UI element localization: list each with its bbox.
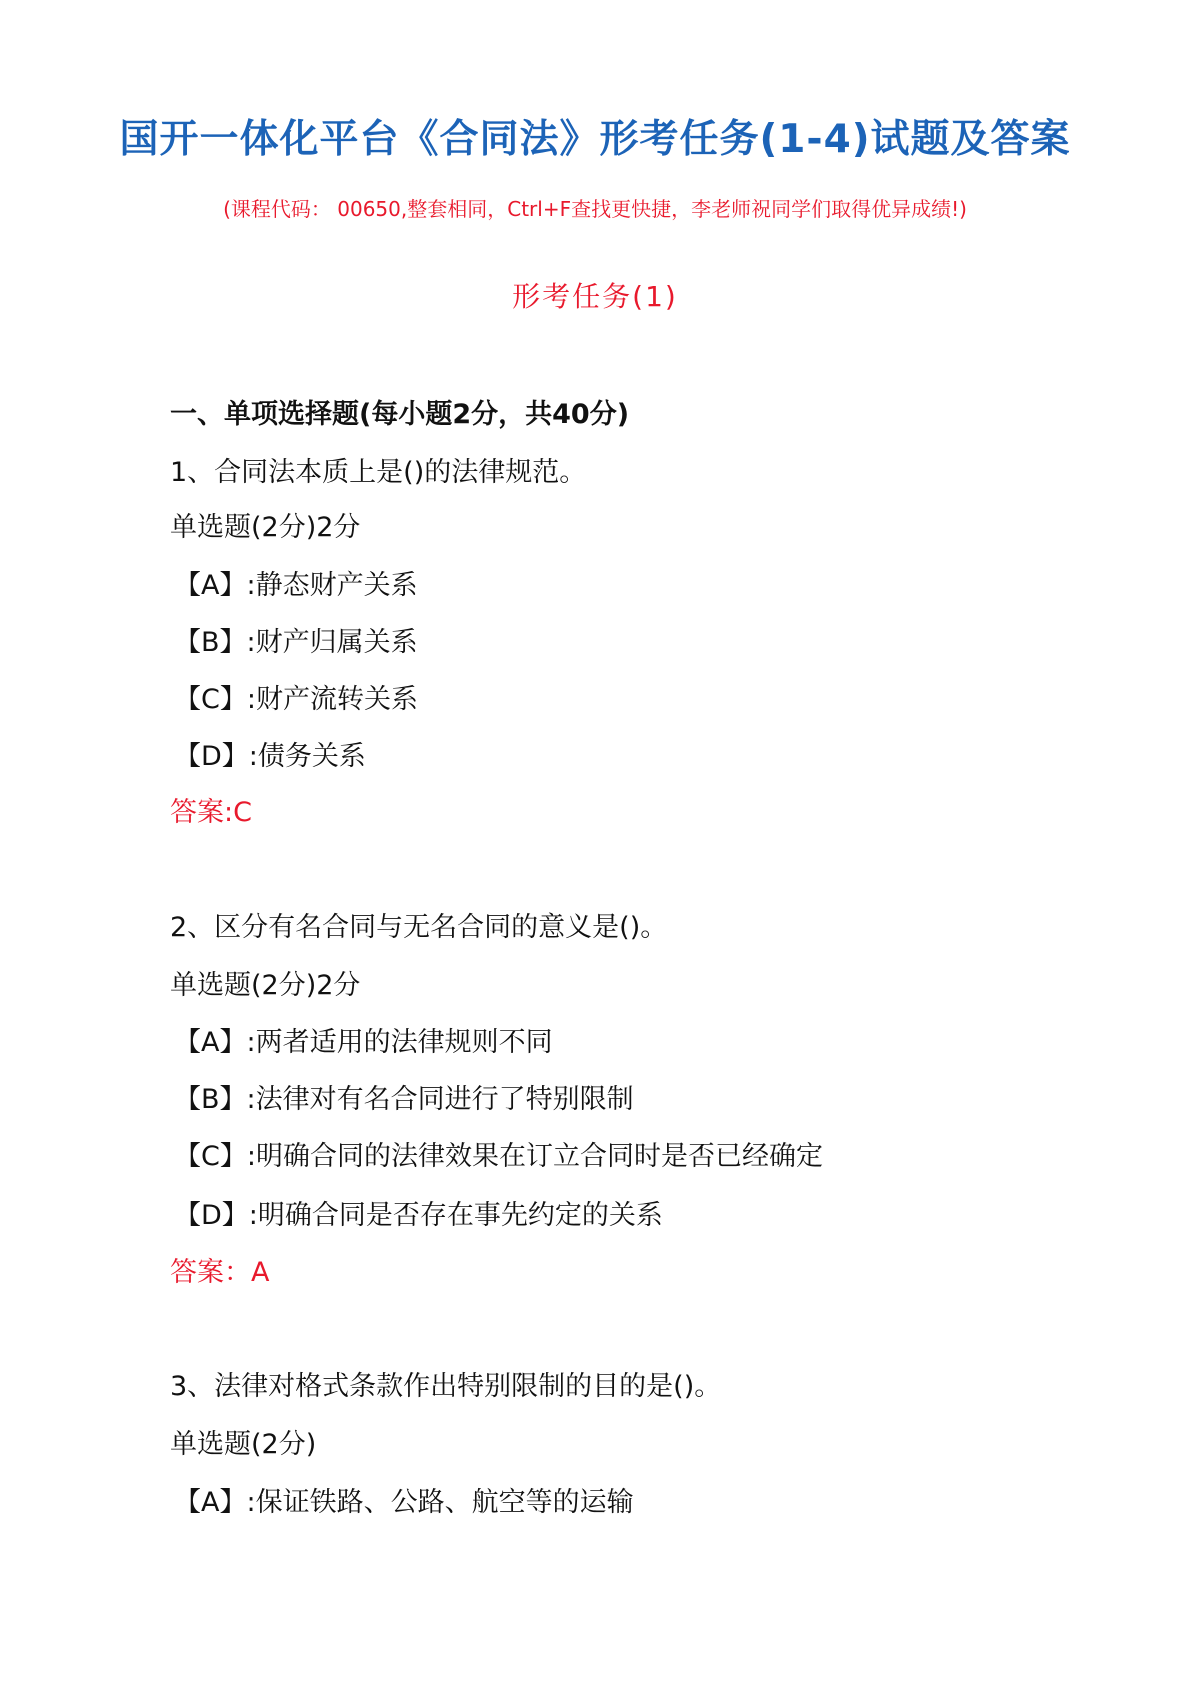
question-1-option-b: 【B】:财产归属关系 [174,627,418,658]
question-2-option-b: 【B】:法律对有名合同进行了特别限制 [174,1084,634,1115]
question-1-option-c: 【C】:财产流转关系 [174,684,418,715]
question-1-answer: 答案:C [170,797,252,828]
question-1-option-d: 【D】:债务关系 [174,741,366,772]
question-3-option-a: 【A】:保证铁路、公路、航空等的运输 [174,1487,634,1518]
question-2-option-d: 【D】:明确合同是否存在事先约定的关系 [174,1200,663,1231]
question-3-type: 单选题(2分) [170,1429,317,1460]
question-2-stem: 2、区分有名合同与无名合同的意义是()。 [170,912,668,943]
question-2-option-a: 【A】:两者适用的法律规则不同 [174,1027,553,1058]
part-heading: 一、单项选择题(每小题2分，共40分) [170,399,630,430]
question-2-answer: 答案：A [170,1257,270,1288]
question-2-type: 单选题(2分)2分 [170,970,361,1001]
question-1-option-a: 【A】:静态财产关系 [174,570,418,601]
question-2-option-c: 【C】:明确合同的法律效果在订立合同时是否已经确定 [174,1141,823,1172]
document-title: 国开一体化平台《合同法》形考任务(1-4)试题及答案 [119,117,1071,162]
question-1-stem: 1、合同法本质上是()的法律规范。 [170,457,587,488]
question-3-stem: 3、法律对格式条款作出特别限制的目的是()。 [170,1371,722,1402]
document-subtitle: (课程代码： 00650,整套相同，Ctrl+F查找更快捷，李老师祝同学们取得优异成绩!) [223,197,967,221]
section-title: 形考任务(1) [512,280,678,313]
question-1-type: 单选题(2分)2分 [170,512,361,543]
